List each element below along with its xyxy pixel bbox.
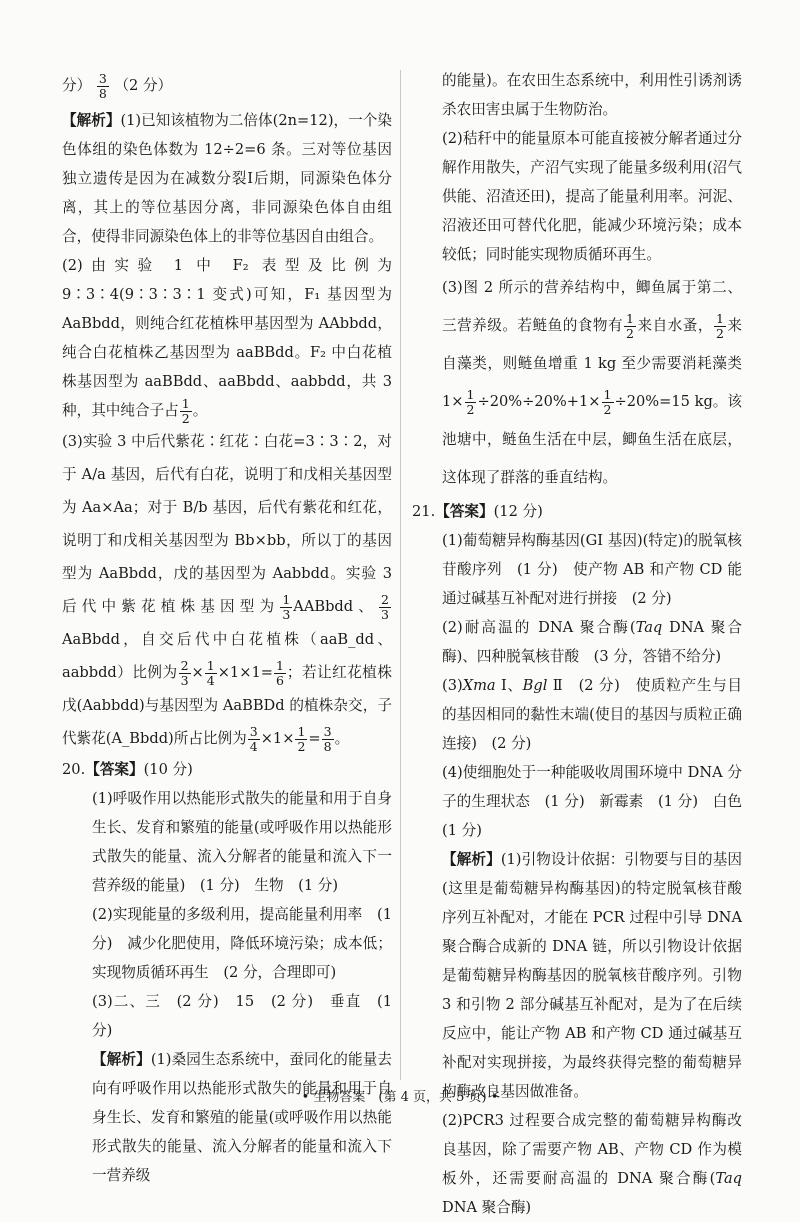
page-footer: • 生物答案 (第 4 页，共 5 页) • xyxy=(301,1090,499,1105)
fraction: $\frac{1}{3}$ xyxy=(282,592,291,622)
fraction: $\frac{3}{8}$ xyxy=(98,71,107,101)
q20-analysis-1-cont: 的能量)。在农田生态系统中，利用性引诱剂诱杀农田害虫属于生物防治。 xyxy=(442,72,742,118)
fraction: $\frac{2}{3}$ xyxy=(381,592,389,622)
text: (1)已知该植物为二倍体(2n=12)，一个染色体组的染色体数为 12÷2=6 条。三对等位基因独立遗传是因为在减数分裂Ⅰ后期，同源染色体分离，其上的等位基因分离，非同源染色体自由组合，使得非同源染色体上的非等位基因自由组合。 xyxy=(62,112,392,245)
q21-answer-3: (3)Xma Ⅰ、Bgl Ⅱ (2 分) 使质粒产生与目的基因相同的黏性末端(使目的基因与质粒正确连接) (2 分) xyxy=(442,677,742,752)
fraction: $\frac{2}{3}$ xyxy=(180,658,189,688)
analysis-tag: 【解析】 xyxy=(442,851,501,868)
column-divider xyxy=(400,70,401,1080)
q20-analysis-1: 【解析】(1)桑园生态系统中，蚕同化的能量去向有呼吸作用以热能形式散失的能量和用于自身生长、发育和繁殖的能量(或呼吸作用以热能形式散失的能量、流入分解者的能量和流入下一营养级 xyxy=(92,1051,392,1184)
left-column xyxy=(62,66,392,1190)
q20-analysis-2: (2)秸秆中的能量原本可能直接被分解者通过分解作用散失，产沼气实现了能量多级利用(沼气供能、沼渣还田)，提高了能量利用率。河泥、沼液还田可替代化肥，能减少环境污染；成本较低；同时能实现物质循环再生。 xyxy=(442,130,742,263)
fraction: $\frac{1}{2}$ xyxy=(466,387,475,417)
q20-answer-header xyxy=(62,755,392,784)
q19-analysis-1 xyxy=(62,106,392,251)
question-number: 20. xyxy=(62,761,86,778)
analysis-tag: 【解析】 xyxy=(92,1051,151,1068)
q21-answer-4: (4)使细胞处于一种能吸收周围环境中 DNA 分子的生理状态 (1 分) 新霉素 (1 分) 白色 (1 分) xyxy=(442,764,757,839)
right-column xyxy=(412,66,757,1222)
fraction: $\frac{1}{2}$ xyxy=(603,387,612,417)
fraction: $\frac{1}{2}$ xyxy=(181,396,190,426)
q19-analysis-3: (3)实验 3 中后代紫花∶红花∶白花=3∶3∶2，对于 A/a 基因，后代有白花，说明丁和戊相关基因型为 Aa×Aa；对于 B/b 基因，后代有紫花和红花，说明丁和戊相关基因型为 Bb×bb，所以丁的基因型为 AaBbdd，戊的基因型为 Aabbdd。实验 3 后代中紫花植株基因型为 $\frac{1}{3}$ AABbdd、 $\frac{2}{3}$ AaBbdd，自交后代中白花植株（aaB_dd、aabbdd）比例为 $\frac{2}{3}$ × $\frac{1}{4}$ ×1×1= $\frac{1}{6}$ ；若让红花植株戊(Aabbdd)与基因型为 AaBBDd 的植株杂交，子代紫花(A_Bbdd)所占比例为 $\frac{3}{4}$ ×1× $\frac{1}{2}$ = $\frac{3}{8}$ 。 xyxy=(62,433,392,754)
fraction: $\frac{1}{4}$ xyxy=(206,658,215,688)
q20-answer-3: (3)二、三 (2 分) 15 (2 分) 垂直 (1 分) xyxy=(92,993,392,1039)
q21-answer-1: (1)葡萄糖异构酶基因(GI 基因)(特定)的脱氧核苷酸序列 (1 分) 使产物 AB 和产物 CD 能通过碱基互补配对进行拼接 (2 分) xyxy=(442,532,742,607)
q19-analysis-2: (2)由实验 1 中 F₂ 表型及比例为 9∶3∶4(9∶3∶3∶1 变式)可知，F₁ 基因型为 AaBbdd，则纯合红花植株甲基因型为 AAbbdd，纯合白花植株乙基因型为 aaBBdd。F₂ 中白花植株基因型为 aaBBdd、aaBbdd、aabbdd，共 3 种，其中纯合子占 $\frac{1}{2}$ 。 xyxy=(62,257,392,426)
q20-answer-2: (2)实现能量的多级利用，提高能量利用率 (1 分) 减少化肥使用，降低环境污染；成本低；实现物质循环再生 (2 分，合理即可) xyxy=(92,906,392,981)
fraction: $\frac{3}{8}$ xyxy=(323,724,332,754)
question-number: 21. xyxy=(412,503,436,520)
q20-answer-1: (1)呼吸作用以热能形式散失的能量和用于自身生长、发育和繁殖的能量(或呼吸作用以热能形式散失的能量、流入分解者的能量和流入下一营养级的能量) (1 分) 生物 (1 分) xyxy=(92,790,392,894)
score: (10 分) xyxy=(143,761,193,778)
fraction: $\frac{1}{2}$ xyxy=(297,724,306,754)
fraction: $\frac{3}{4}$ xyxy=(249,724,258,754)
text: 分） xyxy=(62,77,92,94)
answer-tag: 【答案】 xyxy=(85,761,144,778)
q21-analysis-2: (2)PCR3 过程要合成完整的葡萄糖异构酶改良基因，除了需要产物 AB、产物 CD 作为模板外，还需要耐高温的 DNA 聚合酶(Taq DNA 聚合酶) xyxy=(442,1112,742,1216)
q21-answer-header xyxy=(412,497,742,526)
q19-answer-tail xyxy=(62,66,392,106)
answer-tag: 【答案】 xyxy=(435,503,494,520)
analysis-tag: 【解析】 xyxy=(62,112,121,129)
q21-answer-2: (2)耐高温的 DNA 聚合酶(Taq DNA 聚合酶)、四种脱氧核苷酸 (3 分，答错不给分) xyxy=(442,619,742,665)
fraction: $\frac{1}{2}$ xyxy=(626,311,634,341)
fraction: $\frac{1}{6}$ xyxy=(275,658,284,688)
q20-analysis-3: (3)图 2 所示的营养结构中，鲫鱼属于第二、三营养级。若鲢鱼的食物有 $\frac{1}{2}$ 来自水蚤， $\frac{1}{2}$ 来自藻类，则鲢鱼增重 1 kg 至少需要消耗藻类 1× $\frac{1}{2}$ ÷20%÷20%+1× $\frac{1}{2}$ ÷20%=15 kg。该池塘中，鲢鱼生活在中层，鲫鱼生活在底层，这体现了群落的垂直结构。 xyxy=(442,279,742,486)
score: (12 分) xyxy=(493,503,543,520)
fraction: $\frac{1}{2}$ xyxy=(715,311,724,341)
text: （2 分） xyxy=(114,77,173,94)
q21-analysis-1: 【解析】(1)引物设计依据：引物要与目的基因(这里是葡萄糖异构酶基因)的特定脱氧核苷酸序列互补配对，才能在 PCR 过程中引导 DNA 聚合酶合成新的 DNA 链，所以引物设计依据是葡萄糖异构酶基因的脱氧核苷酸序列。引物 3 和引物 2 部分碱基互补配对，是为了在后续反应中，能让产物 AB 和产物 CD 通过碱基互补配对实现拼接，为最终获得完整的葡萄糖异构酶改良基因做准备。 xyxy=(442,851,742,1100)
text: (2)由实验 1 中 F₂ 表型及比例为 9∶3∶4(9∶3∶3∶1 变式)可知，F₁ 基因型为 AaBbdd，则纯合红花植株甲基因型为 AAbbdd，纯合白花植株乙基因型为 aaBBdd。F₂ 中白花植株基因型为 aaBBdd、aaBbdd、aabbdd，共 3 种，其中纯合子占 xyxy=(62,257,392,419)
